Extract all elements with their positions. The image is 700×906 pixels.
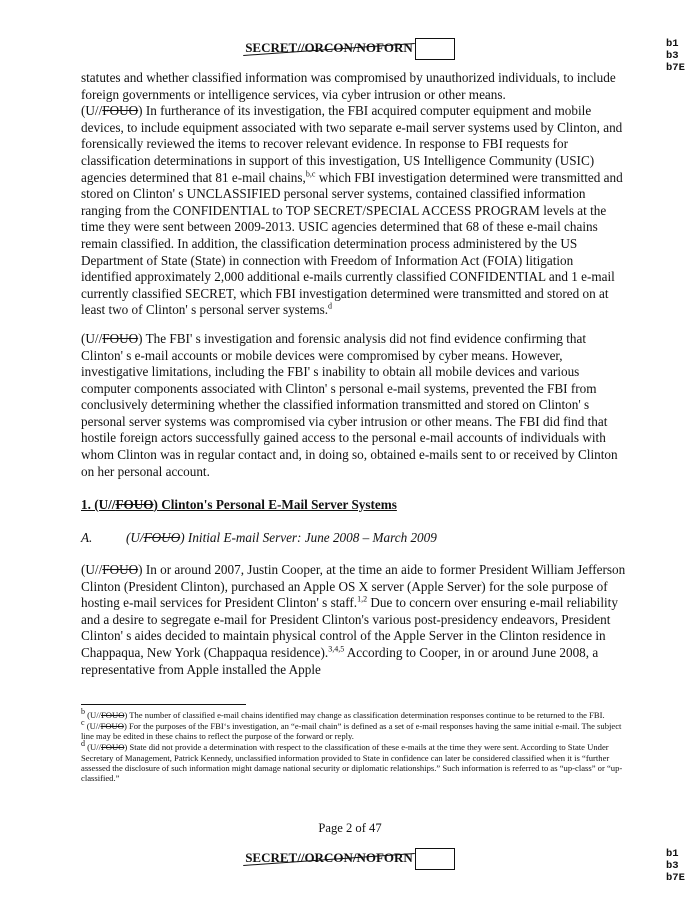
classification-header xyxy=(0,38,700,60)
exemption-code: b1 xyxy=(666,38,679,50)
exemption-code: b3 xyxy=(666,50,679,62)
classification-label: SECRET//ORCON/NOFORN xyxy=(245,849,413,865)
footnote-divider xyxy=(81,704,246,705)
footnote-ref: 3,4,5 xyxy=(328,644,345,654)
footnote-c: $^c$ (U//FOUO) For the purposes of the FBI‘s investigation, an “e-mail chain” is defined as a set of e-mail responses having the same initial e-mail. The subject line may be edited in these chains to reflect the purpose of the forward or reply. xyxy=(81,718,622,742)
footnote-d: $^d$ (U//FOUO) State did not provide a determination with respect to the classification of these e-mails at the time they were sent. According to State Under Secretary of Management, Patrick Kennedy, unclassified information provided to State in confidence can later be considered classified when it is “further assessed the disclosure of such information might damage national security or diplomatic relationships.” Such information is referred to as “up-class” or “up-classified.” xyxy=(81,739,623,784)
footnote-b: $^b$ (U//FOUO) The number of classified e-mail chains identified may change as classification determination responses continue to be returned to the FBI. xyxy=(81,707,605,720)
paragraph-investigation-scope: statutes and whether classified information was compromised by unauthorized individuals, to include foreign governments or intelligence services, via cyber intrusion or other means. (U//FOUO) In furtherance of its investigation, the FBI acquired computer equipment and mobile devices, to include equipment associated with two separate e-mail server systems used by Clinton, and forensically reviewed the items to recover relevant evidence. In response to FBI requests for classification determinations in support of this investigation, US Intelligence Community (USIC) agencies determined that 81 e-mail chains,$^{b,c}$ which FBI investigation determined were transmitted and stored on Clinton' s UNCLASSIFIED personal server systems, contained classified information ranging from the CONFIDENTIAL to TOP SECRET/SPECIAL ACCESS PROGRAM levels at the time they were sent between 2009-2013. USIC agencies determined that 68 of these e-mail chains remain classified. In addition, the classification determination process administered by the US Department of State (State) in connection with Freedom of Information Act (FOIA) litigation identified approximately 2,000 additional e-mails currently classified CONFIDENTIAL and 1 e-mail currently classified SECRET, which FBI investigation determined were transmitted and stored on at least two of Clinton' s personal server systems.$^d$ xyxy=(81,70,623,318)
exemption-codes-top xyxy=(666,38,685,74)
redaction-box xyxy=(415,848,455,870)
classification-footer xyxy=(0,848,700,870)
redaction-box xyxy=(415,38,455,60)
paragraph-forensic-findings: (U//FOUO) The FBI' s investigation and forensic analysis did not find evidence confirming that Clinton' s e-mail accounts or mobile devices were compromised by cyber means. However, investigative limitations, including the FBI' s inability to obtain all mobile devices and various computer components associated with Clinton' s personal e-mail systems, prevented the FBI from conclusively determining whether the classified information transmitted and stored on Clinton' s personal server systems was compromised via cyber intrusion or other means. The FBI did find that hostile foreign actors successfully gained access to the personal e-mail accounts of individuals with whom Clinton was in regular contact and, in doing so, obtained e-mails sent to or received by Clinton on her personal account. xyxy=(81,330,618,479)
page-number: Page 2 of 47 xyxy=(318,821,382,835)
exemption-code: b1 xyxy=(666,848,679,860)
exemption-code: b7E xyxy=(666,872,685,884)
subsection-heading: A. (U/FOUO) Initial E-mail Server: June 2008 – March 2009 xyxy=(81,530,437,545)
exemption-codes-bottom xyxy=(666,848,685,884)
footnote-ref: b,c xyxy=(305,169,316,179)
footnote-ref: 1,2 xyxy=(357,594,368,604)
exemption-code: b7E xyxy=(666,62,685,74)
exemption-code: b3 xyxy=(666,860,679,872)
body-paragraphs xyxy=(81,70,626,492)
footnotes xyxy=(81,707,626,784)
paragraph-apple-server: (U//FOUO) In or around 2007, Justin Cooper, at the time an aide to former President William Jefferson Clinton (President Clinton), purchased an Apple OS X server (Apple Server) for the sole purpose of hosting e-mail services for President Clinton' s staff.$^{1,2}$ Due to concern over ensuring e-mail reliability and a desire to segregate e-mail for President Clinton's various post-presidency endeavors, President Clinton' s aides decided to maintain physical control of the Apple Server in the Clinton residence in Chappaqua, New York (Chappaqua residence).$^{3,4,5}$ According to Cooper, in or around June 2008, a representative from Apple installed the Apple xyxy=(81,562,626,677)
section-heading: 1. (U//FOUO) Clinton's Personal E-Mail Server Systems xyxy=(81,497,397,512)
classification-label: SECRET//ORCON/NOFORN xyxy=(245,39,413,55)
footnote-ref: d xyxy=(328,301,333,311)
